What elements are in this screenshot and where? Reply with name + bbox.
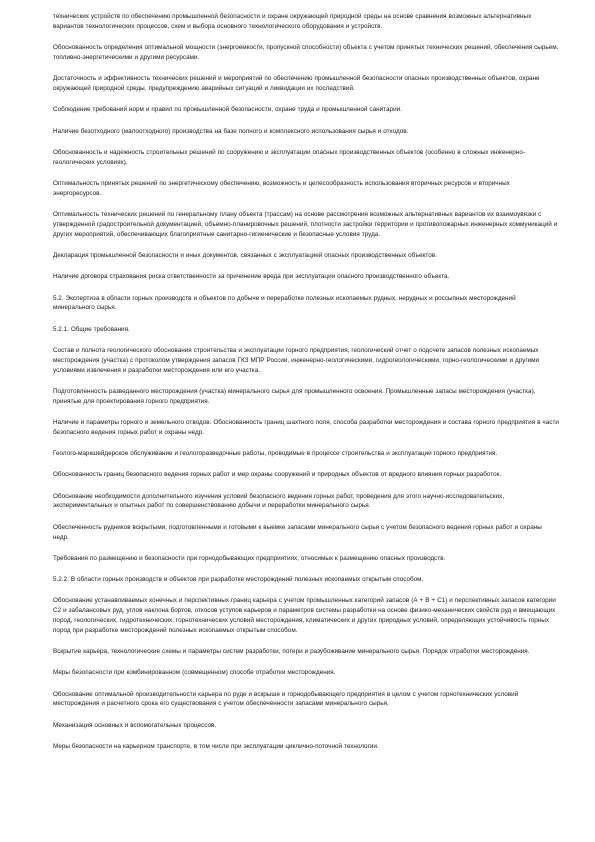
paragraph-23: Вскрытие карьера, технологические схемы и параметры систем разработки, потери и разубоживание минерального сырья. Порядок отработки месторождения. — [53, 648, 530, 656]
paragraph-27: Меры безопасности на карьерном транспорте, в том числе при эксплуатации циклично-поточной технологии. — [53, 743, 379, 751]
paragraph-5: Наличие безотходного (малоотходного) производства на базе полного и комплексного использования сырья и отходов. — [53, 127, 409, 135]
paragraph-18: Обоснование необходимости дополнительного изучения условий безопасного ведения горных работ, проведения для этого научно-исследовательских, экспериментальных и опытных работ по совершенствованию добычи и переработки минерального сырья. — [53, 492, 505, 510]
paragraph-22: Обоснование устанавливаемых конечных и перспективных границ карьера с учетом промышленных категорий запасов (А + В + С1) и перспективных запасов категории С2 и забалансовых руд, углов наклона бортов, откосов уступов карьеров и параметров системы разработки на основе физико-механических свойств руд и вмещающих пород, геологических, гидротехнических, горнотехнических условий месторождения, климатических и других природных условий, определяющих устойчивость горных пород при разработке месторождений полезных ископаемых открытым способом. — [53, 597, 556, 634]
section-heading-5-2: 5.2. Экспертиза в области горных производств и объектов по добыче и переработке полезных ископаемых рудных, нерудных и россыпных месторождений минерального сырья. — [53, 294, 516, 312]
subsection-heading-5-2-2: 5.2.2. В области горных производств и объектов при разработке месторождений полезных ископаемых открытым способом. — [53, 576, 424, 584]
paragraph-7: Оптимальность принятых решений по энергетическому обеспечению, возможность и целесообразность использования вторичных ресурсов и вторичных энергоресурсов. — [53, 179, 510, 197]
paragraph-26: Механизация основных и вспомогательных процессов. — [53, 721, 217, 729]
paragraph-19: Обеспеченность рудников вскрытыми, подготовленными и готовыми к выемке запасами минерального сырья с учетом безопасного ведения горных работ и охраны недр. — [53, 523, 542, 541]
subsection-heading-5-2-1: 5.2.1. Общие требования. — [53, 325, 130, 333]
paragraph-24: Меры безопасности при комбинированном (совмещенном) способе отработки месторождения. — [53, 669, 336, 677]
paragraph-1: технических устройств по обеспечению промышленной безопасности и охране окружающей природной среды на основе сравнения возможных альтернативных вариантов технологических процессов, схем и выбора основного технологического оборудования и устройств. — [53, 13, 532, 30]
paragraph-15: Наличие и параметры горного и земельного отводов. Обоснованность границ шахтного поля, способа разработки месторождения и состава горного предприятия в части безопасного ведения горных работ и охраны недр. — [53, 418, 559, 436]
paragraph-3: Достаточность и эффективность технических решений и мероприятий по обеспечению промышленной безопасности опасных производственных объектов, охране окружающей природной среды, предупреждению аварийных ситуаций и ликвидации их последствий. — [53, 75, 540, 92]
paragraph-2: Обоснованность определения оптимальной мощности (энергоемкости, пропускной способности) объекта с учетом принятых технических решений, обеспечения сырьем, топливно-энергетическими и другими ресурсами. — [53, 44, 559, 61]
paragraph-16: Геолого-маркшейдерское обслуживание и геологоразведочные работы, проводимые в процессе строительства и эксплуатации горного предприятия. — [53, 450, 498, 458]
paragraph-13: Состав и полнота геологического обоснования строительства и эксплуатации горного предприятия, геологический отчет о подсчете запасов полезных ископаемых месторождения (участка) с протоколом утверждения запасов ГКЗ МПР России, инженерно-геологическими, гидрогеологическими, горно-геологическими и другими условиями извлечения и разработки месторождения или его участка. — [53, 346, 540, 374]
paragraph-6: Обоснованность и надежность строительных решений по сооружению и эксплуатации опасных производственных объектов (особенно в сложных инженерно-геологических условиях). — [53, 148, 525, 166]
paragraph-25: Обоснование оптимальной производительности карьера по руде и вскрыше и горнодобывающего предприятия в целом с учетом горнотехнических условий месторождения и расчетного срока его существования с учетом обеспеченности запасами минерального сырья. — [53, 690, 519, 708]
paragraph-20: Требования по размещению и безопасности при горнодобывающих предприятиях, относимых к размещению опасных производств. — [53, 554, 446, 562]
paragraph-4: Соблюдение требований норм и правил по промышленной безопасности, охране труда и промышленной санитарии. — [53, 106, 402, 114]
paragraph-8: Оптимальность технических решений по генеральному плану объекта (трассам) на основе рассмотрения возможных альтернативных вариантов их взаимоувязки с утвержденной градостроительной документацией, объемно-планировочных решений, плотности застройки территории и противопожарных инженерных коммуникаций и других мероприятий, обеспечивающих благоприятные санитарно-гигиенические и безопасные условия труда. — [53, 211, 558, 238]
paragraph-9: Декларация промышленной безопасности и иных документов, связанных с эксплуатацией опасных производственных объектов. — [53, 251, 437, 259]
paragraph-10: Наличие договора страхования риска ответственности за причинение вреда при эксплуатации опасного производственного объекта. — [53, 273, 450, 281]
paragraph-14: Подготовленность разведанного месторождения (участка) минерального сырья для промышленного освоения. Промышленные запасы месторождения (участка), принятые для проектирования горного предприятия. — [53, 387, 536, 405]
paragraph-17: Обоснованность границ безопасного ведения горных работ и мер охраны сооружений и природных объектов от вредного влияния горных разработок. — [53, 471, 502, 479]
